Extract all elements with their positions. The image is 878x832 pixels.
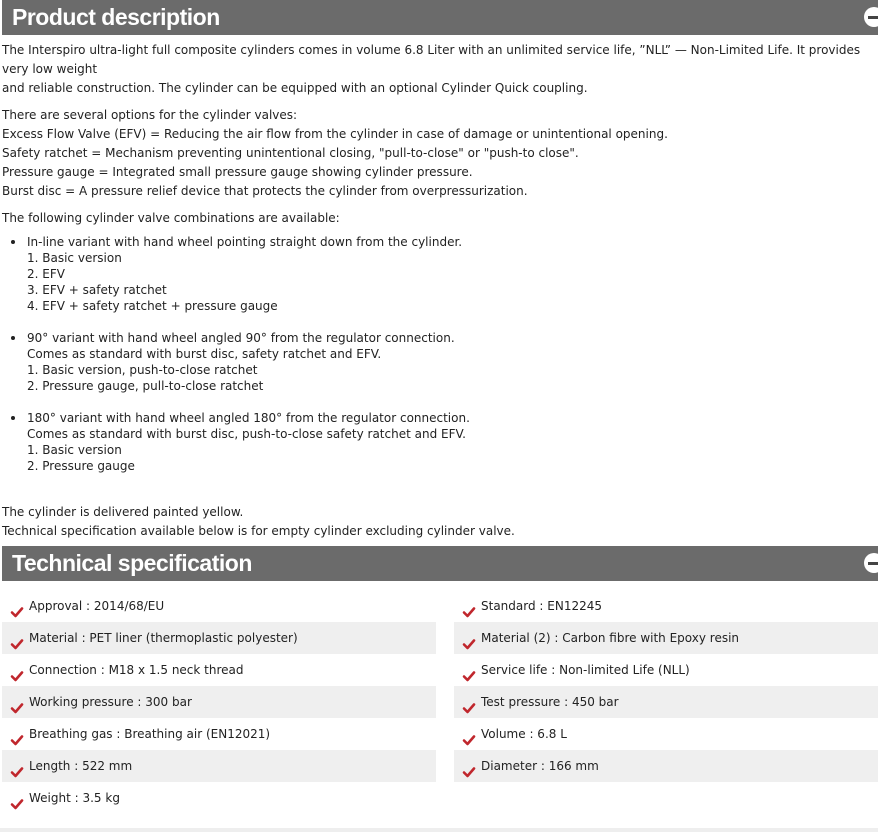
check-icon — [10, 695, 24, 709]
combinations-heading: The following cylinder valve combinations are available: — [2, 211, 340, 225]
variant-line: 2. Pressure gauge, pull-to-close ratchet — [27, 379, 264, 393]
spec-row-left — [2, 686, 436, 718]
spec-value: Material : PET liner (thermoplastic polyester) — [29, 631, 298, 645]
outro-text-1: The cylinder is delivered painted yellow. — [2, 505, 244, 519]
bottom-divider — [0, 828, 878, 832]
product-description-body — [2, 41, 878, 541]
spec-value: Working pressure : 300 bar — [29, 695, 192, 709]
spec-row-right — [454, 654, 878, 686]
variant-line: 1. Basic version — [27, 251, 122, 265]
spec-row-right — [454, 750, 878, 782]
check-icon — [462, 695, 476, 709]
variant-line: Comes as standard with burst disc, push-to-close safety ratchet and EFV. — [27, 427, 466, 441]
collapse-minus-icon[interactable] — [864, 553, 878, 573]
option-burst-disc: Burst disc = A pressure relief device that protects the cylinder from overpressurization. — [2, 184, 528, 198]
spec-value: Connection : M18 x 1.5 neck thread — [29, 663, 244, 677]
spec-row-left — [2, 590, 436, 622]
variant-line: 1. Basic version, push-to-close ratchet — [27, 363, 258, 377]
check-icon — [10, 727, 24, 741]
variant-line: 2. EFV — [27, 267, 65, 281]
product-description-header[interactable] — [2, 0, 878, 35]
intro-text-2: and reliable construction. The cylinder can be equipped with an optional Cylinder Quick coupling. — [2, 81, 588, 95]
variant-90 — [2, 330, 878, 394]
check-icon — [462, 727, 476, 741]
spec-value: Weight : 3.5 kg — [29, 791, 120, 805]
spec-row-right — [454, 686, 878, 718]
check-icon — [462, 663, 476, 677]
spec-value: Diameter : 166 mm — [481, 759, 599, 773]
check-icon — [10, 663, 24, 677]
spec-value: Length : 522 mm — [29, 759, 133, 773]
variant-line: Comes as standard with burst disc, safety ratchet and EFV. — [27, 347, 382, 361]
spec-row-right — [454, 590, 878, 622]
option-pressure-gauge: Pressure gauge = Integrated small pressure gauge showing cylinder pressure. — [2, 165, 473, 179]
spec-value: Service life : Non-limited Life (NLL) — [481, 663, 690, 677]
variant-inline — [2, 234, 878, 314]
check-icon — [462, 759, 476, 773]
variant-line: 90° variant with hand wheel angled 90° from the regulator connection. — [27, 331, 455, 345]
spec-row-left — [2, 718, 436, 750]
spec-value: Material (2) : Carbon fibre with Epoxy resin — [481, 631, 740, 645]
spec-row-right — [454, 718, 878, 750]
variant-180 — [2, 410, 878, 474]
options-heading: There are several options for the cylinder valves: — [2, 108, 298, 122]
variant-line: 2. Pressure gauge — [27, 459, 135, 473]
variant-line: 4. EFV + safety ratchet + pressure gauge — [27, 299, 278, 313]
spec-value: Breathing gas : Breathing air (EN12021) — [29, 727, 271, 741]
collapse-minus-icon[interactable] — [864, 7, 878, 27]
spec-row-left — [2, 622, 436, 654]
option-safety-ratchet: Safety ratchet = Mechanism preventing unintentional closing, "pull-to-close" or "push-to close". — [2, 146, 579, 160]
intro-text-1: The Interspiro ultra-light full composite cylinders comes in volume 6.8 Liter with an unlimited service life, ”NLL” — Non-Limited Life. It provides very low weight — [2, 43, 861, 76]
variant-line: 1. Basic version — [27, 443, 122, 457]
spec-value: Approval : 2014/68/EU — [29, 599, 165, 613]
check-icon — [462, 631, 476, 645]
spec-value: Volume : 6.8 L — [481, 727, 567, 741]
outro-text-2: Technical specification available below is for empty cylinder excluding cylinder valve. — [2, 524, 515, 538]
spec-value: Test pressure : 450 bar — [481, 695, 619, 709]
product-description-title: Product description — [12, 4, 220, 30]
check-icon — [10, 631, 24, 645]
variant-line: 3. EFV + safety ratchet — [27, 283, 167, 297]
check-icon — [10, 599, 24, 613]
variant-line: In-line variant with hand wheel pointing straight down from the cylinder. — [27, 235, 463, 249]
check-icon — [462, 599, 476, 613]
spec-row-left — [2, 750, 436, 782]
technical-specification-header[interactable] — [2, 546, 878, 581]
spec-row-left — [2, 654, 436, 686]
spec-row-left — [2, 782, 436, 814]
variant-line: 180° variant with hand wheel angled 180° from the regulator connection. — [27, 411, 470, 425]
technical-specification-title: Technical specification — [12, 550, 252, 576]
spec-value: Standard : EN12245 — [481, 599, 602, 613]
check-icon — [10, 759, 24, 773]
check-icon — [10, 791, 24, 805]
option-efv: Excess Flow Valve (EFV) = Reducing the air flow from the cylinder in case of damage or unintentional opening. — [2, 127, 668, 141]
variant-list — [2, 234, 878, 474]
spec-row-right — [454, 622, 878, 654]
